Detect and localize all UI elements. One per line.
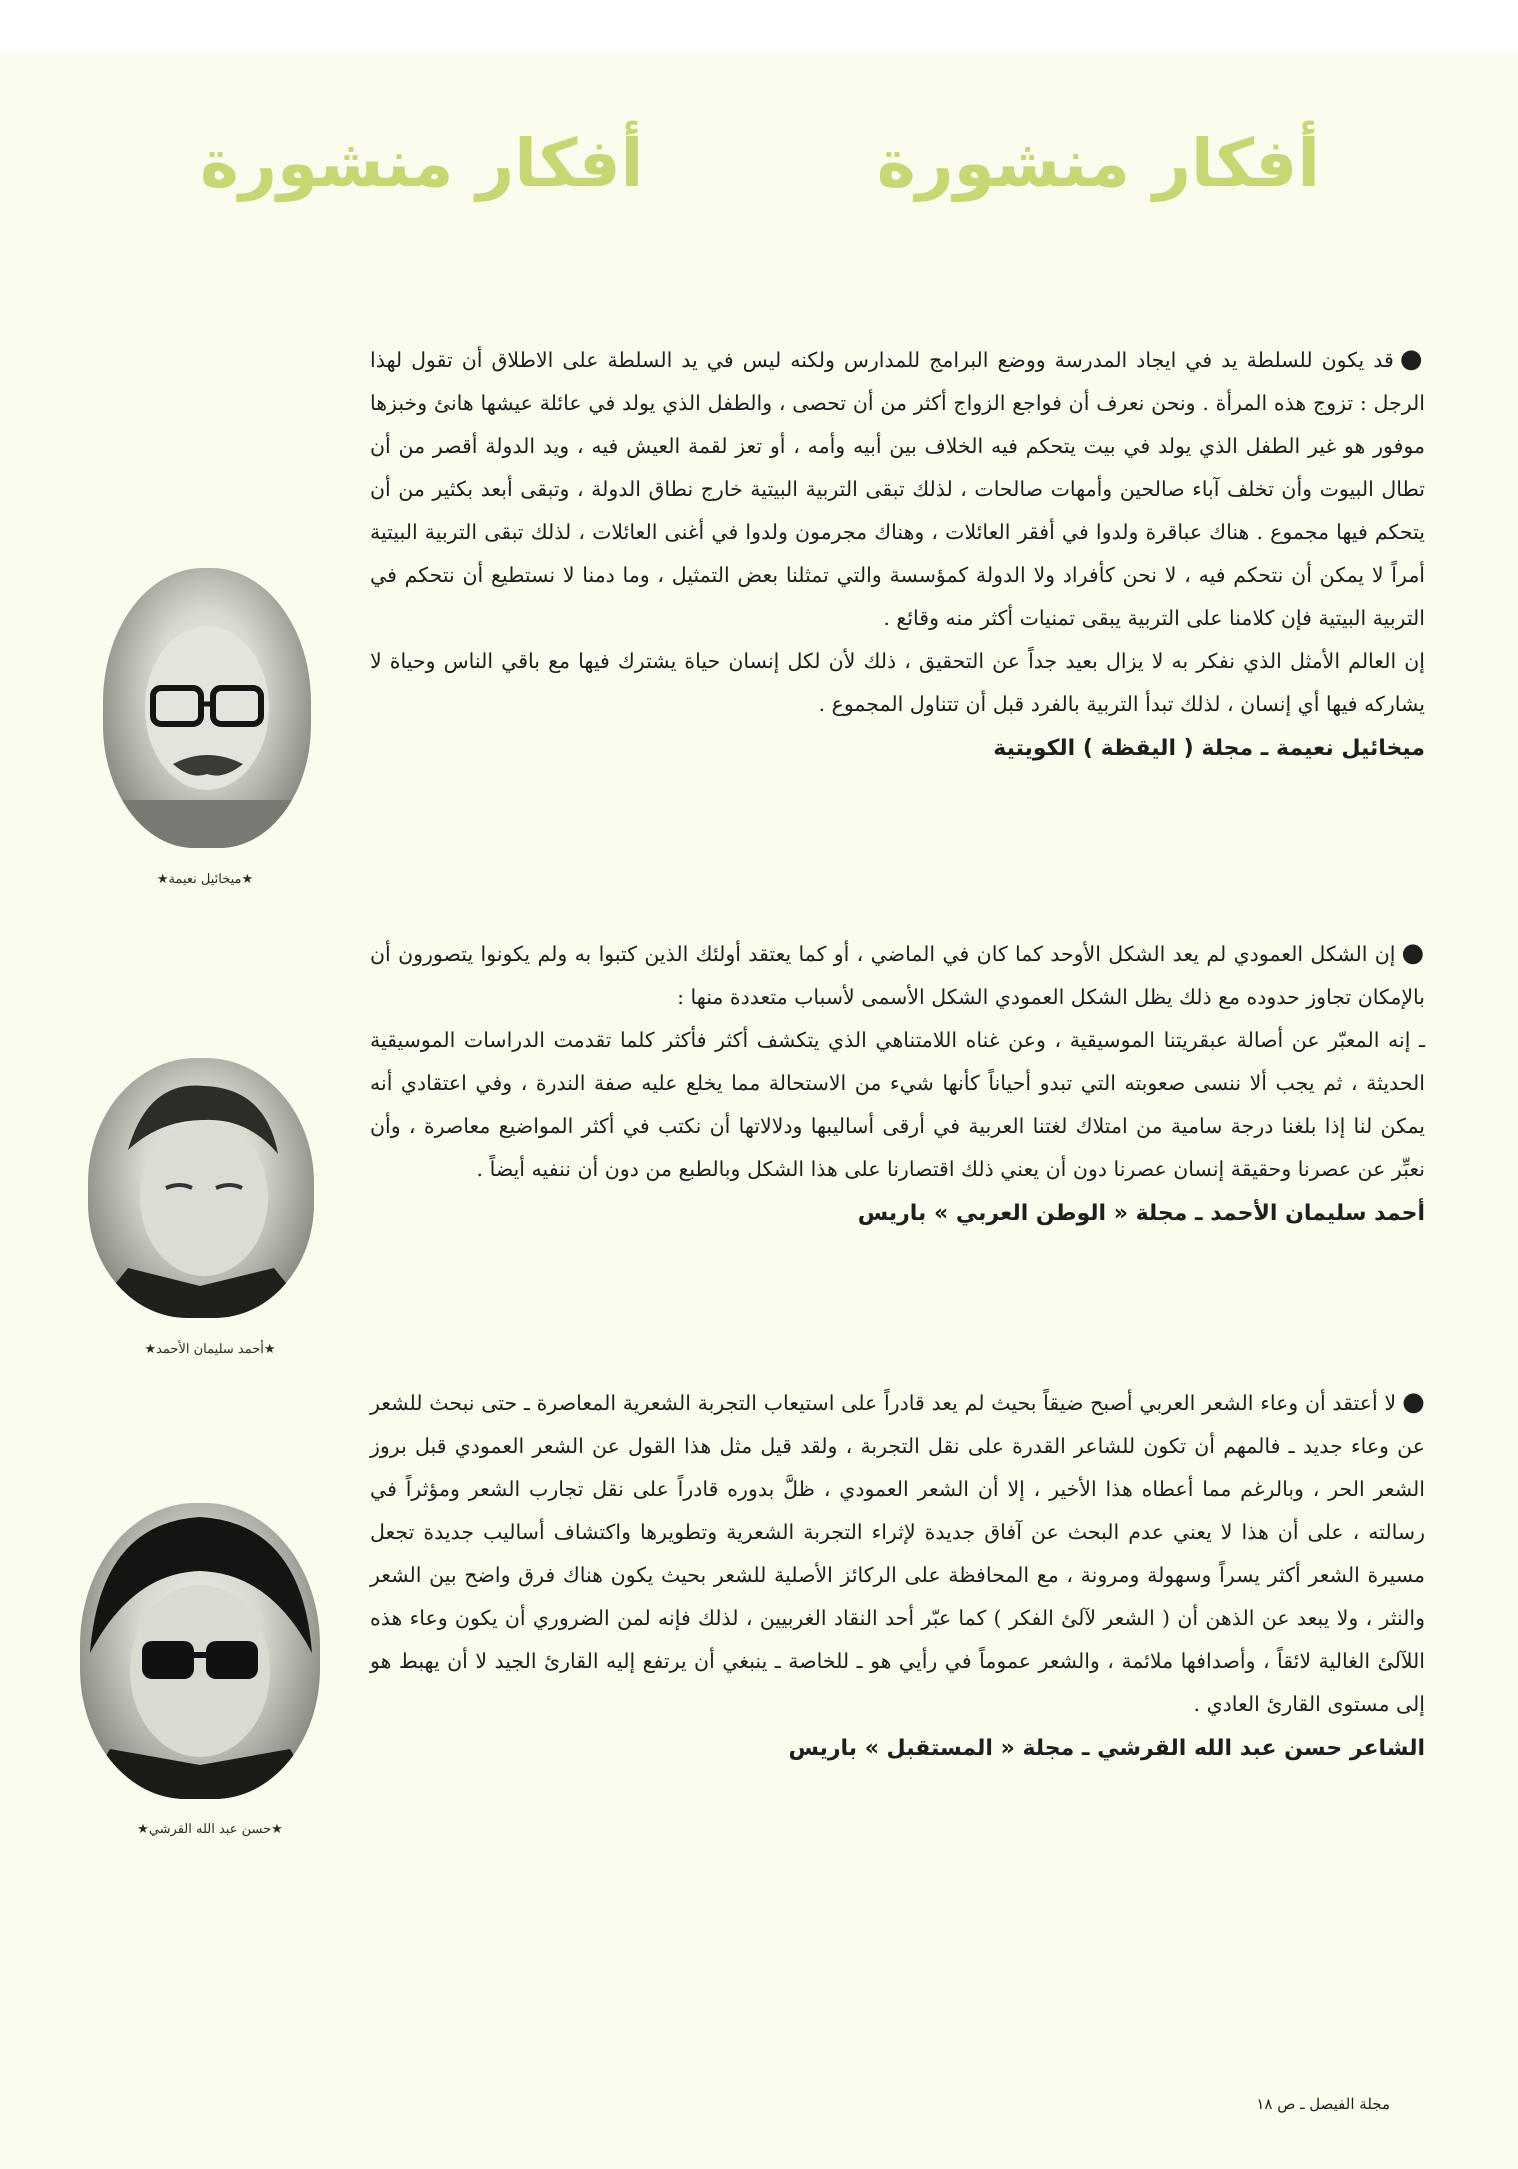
bullet-icon: ● xyxy=(1402,1387,1425,1417)
article-paragraph: ●لا أعتقد أن وعاء الشعر العربي أصبح ضيقاً بحيث لم يعد قادراً على استيعاب التجربة الشعرية المعاصرة ـ حتى نبحث للشعر عن وعاء جديد ـ فالمهم أن تكون للشاعر القدرة على نقل التجربة ، ولقد قيل مثل هذا القول عن الشعر العمودي قبل بروز الشعر الحر ، وبالرغم مما أعطاه هذا الأخير ، إلا أن الشعر العمودي ، ظلَّ بدوره قادراً على نقل تجارب الشعر ومؤثراً في رسالته ، على أن هذا لا يعني عدم البحث عن آفاق جديدة لإثراء التجربة الشعرية وتطويرها واكتشاف أساليب جديدة تجعل مسيرة الشعر أكثر يسراً وسهولة ومرونة ، مع المحافظة على الركائز الأصلية للشعر بحيث يكون هناك فرق واضح بين الشعر والنثر ، ولا يبعد عن الذهن أن ( الشعر لآلئ الفكر ) كما عبّر أحد النقاد الغربيين ، لذلك فإنه لمن الضروري أن يكون وعاء هذه اللآلئ الغالية لائقاً ، وأصدافها ملائمة ، والشعر عموماً في رأيي هو ـ للخاصة ـ ينبغي أن يرتفع إليه القارئ الجيد لا أن يهبط هو إلى مستوى القارئ العادي . xyxy=(370,1387,1425,1716)
article-source: ميخائيل نعيمة ـ مجلة ( اليقظة ) الكويتية xyxy=(993,736,1425,761)
article-alqurashi xyxy=(370,1381,1425,1761)
article-alahmad xyxy=(370,932,1425,1226)
portrait-figure xyxy=(80,1503,320,1799)
portrait-photo-alqurashi xyxy=(80,1503,320,1799)
article-paragraph: ـ إنه المعبّر عن أصالة عبقريتنا الموسيقية ، وعن غناه اللامتناهي الذي يتكشف أكثر فأكثر كلما تقدمت الدراسات الموسيقية الحديثة ، ثم يجب ألا ننسى صعوبته التي تبدو أحياناً كأنها شيء من الاستحالة مما يخلع عليه صفة الندرة ، وفي اعتقادي أنه يمكن لنا إذا بلغنا درجة سامية من امتلاك لغتنا العربية في أرقى أساليبها ودلالاتها أن نكتب في أكثر المواضيع معاصرة ، وأن نعبِّر عن عصرنا وحقيقة إنسان عصرنا دون أن يعني ذلك اقتصارنا على هذا الشكل وبالطبع من دون أن ننفيه أيضاً . xyxy=(370,1028,1425,1181)
portrait-figure xyxy=(103,568,311,848)
portrait-caption-alahmad: ★أحمد سليمان الأحمد★ xyxy=(144,1342,276,1357)
top-margin-band xyxy=(0,0,1518,52)
page-footer: مجلة الفيصل ـ ص ١٨ xyxy=(1256,2095,1390,2113)
portrait-caption-alqurashi: ★حسن عبد الله القرشي★ xyxy=(137,1822,283,1837)
article-paragraph: إن العالم الأمثل الذي نفكر به لا يزال بعيد جداً عن التحقيق ، ذلك لأن لكل إنسان حياة يشترك فيها مع باقي الناس وحياة لا يشاركه فيها أي إنسان ، لذلك تبدأ التربية بالفرد قبل أن تتناول المجموع . xyxy=(370,649,1425,716)
header-title-left: أفكار منشورة xyxy=(200,124,644,202)
portrait-photo-alahmad xyxy=(88,1058,314,1318)
article-source: الشاعر حسن عبد الله القرشي ـ مجلة « المستقبل » باريس xyxy=(788,1736,1425,1761)
bullet-icon: ● xyxy=(1401,938,1425,968)
article-naimy xyxy=(370,338,1425,761)
portrait-photo-naimy xyxy=(103,568,311,848)
article-paragraph: ●قد يكون للسلطة يد في ايجاد المدرسة ووضع البرامج للمدارس ولكنه ليس في يد السلطة على الاطلاق أن تقول لهذا الرجل : تزوج هذه المرأة . ونحن نعرف أن فواجع الزواج أكثر من أن تحصى ، والطفل الذي يولد في عائلة عيشها هانئ وخبزها موفور هو غير الطفل الذي يولد في بيت يتحكم فيه الخلاف بين أبيه وأمه ، أو تعز لقمة العيش فيه ، ويد الدولة أقصر من أن تطال البيوت وأن تخلف آباء صالحين وأمهات صالحات ، لذلك تبقى التربية البيتية خارج نطاق الدولة ، وتبقى أبعد بكثير من أن يتحكم فيها مجموع . هناك عباقرة ولدوا في أفقر العائلات ، وهناك مجرمون ولدوا في أغنى العائلات ، لذلك تبقى التربية البيتية أمراً لا يمكن أن نتحكم فيه ، لا نحن كأفراد ولا الدولة كمؤسسة والتي تمثلنا بعض التمثيل ، وما دمنا لا نستطيع أن نتحكم في التربية البيتية فإن كلامنا على التربية يبقى تمنيات أكثر منه وقائع . xyxy=(370,344,1426,630)
portrait-caption-naimy: ★ميخائيل نعيمة★ xyxy=(156,872,254,887)
portrait-figure xyxy=(88,1058,314,1318)
article-source: أحمد سليمان الأحمد ـ مجلة « الوطن العربي » باريس xyxy=(857,1201,1425,1226)
bullet-icon: ● xyxy=(1399,344,1426,374)
article-paragraph: ●إن الشكل العمودي لم يعد الشكل الأوحد كما كان في الماضي ، أو كما يعتقد أولئك الذين كتبوا به ولم يكونوا يتصورون أن بالإمكان تجاوز حدوده مع ذلك يظل الشكل العمودي الشكل الأسمى لأسباب متعددة منها : xyxy=(370,938,1425,1009)
header-title-right: أفكار منشورة xyxy=(876,124,1320,202)
page-header xyxy=(200,108,1320,218)
